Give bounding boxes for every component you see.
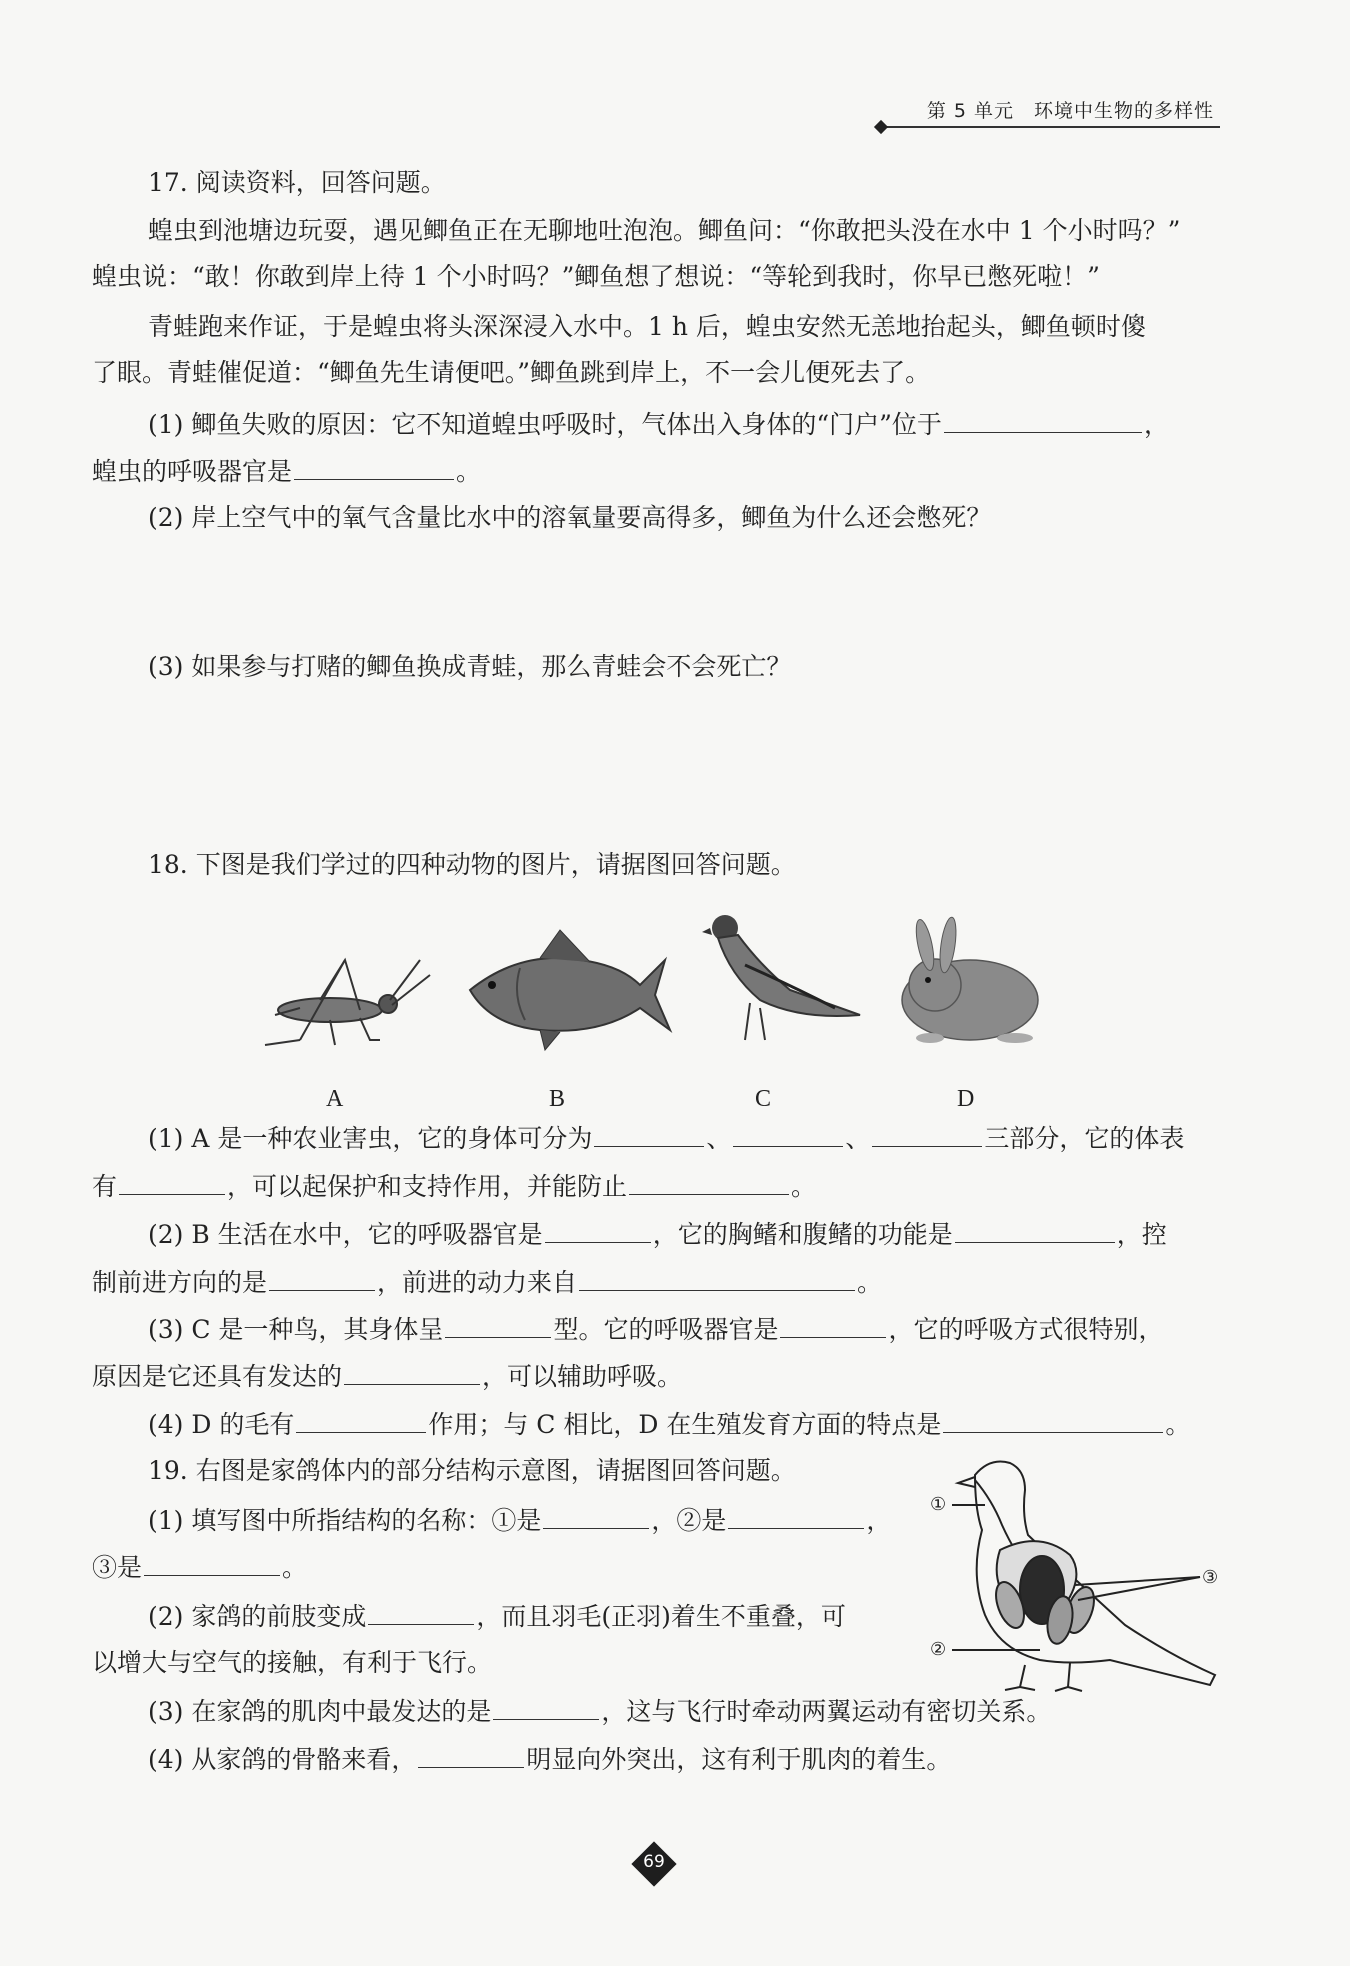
q18-sub2-text: 。 (857, 1268, 883, 1297)
marker-3: ③ (1202, 1567, 1219, 1588)
page-header (880, 96, 1220, 128)
answer-blank[interactable] (594, 1122, 704, 1147)
page-number-text: 69 (643, 1852, 665, 1872)
answer-blank[interactable] (119, 1170, 225, 1195)
q19-sub2-text: (2) 家鸽的前肢变成 (148, 1602, 367, 1631)
q19-sub3-text: ，这与飞行时牵动两翼运动有密切关系。 (601, 1697, 1052, 1726)
figure-label-a: A (326, 1086, 344, 1112)
q19-sub1-cont (92, 1551, 307, 1583)
answer-blank[interactable] (269, 1266, 375, 1291)
figure-label-d: D (957, 1086, 975, 1112)
q18-sub3-text: (3) C 是一种鸟，其身体呈 (148, 1315, 444, 1344)
answer-blank[interactable] (780, 1313, 886, 1338)
q19-sub1-text: ，②是 (651, 1506, 727, 1535)
answer-blank[interactable] (943, 1408, 1163, 1433)
q17-sub1-text: 蝗虫的呼吸器官是 (92, 457, 293, 486)
q18-sub2-text: 制前进方向的是 (92, 1268, 268, 1297)
marker-2: ② (930, 1639, 947, 1660)
q19-sub1-text: 。 (282, 1553, 308, 1582)
q18-sub1 (148, 1122, 1184, 1154)
q18-sub3-text: ，可以辅助呼吸。 (482, 1362, 683, 1391)
q18-sub1-text: 三部分，它的体表 (984, 1124, 1185, 1153)
q19-title: 19. 右图是家鸽体内的部分结构示意图，请据图回答问题。 (148, 1456, 796, 1485)
q19-sub1-text: ③是 (92, 1553, 143, 1582)
q18-sub2-text: (2) B 生活在水中，它的呼吸器官是 (148, 1220, 543, 1249)
answer-blank[interactable] (545, 1218, 651, 1243)
q19-sub3-text: (3) 在家鸽的肌肉中最发达的是 (148, 1697, 492, 1726)
answer-blank[interactable] (543, 1504, 649, 1529)
figure-label-c: C (755, 1086, 772, 1112)
q17-passage-line: 青蛙跑来作证，于是蝗虫将头深深浸入水中。1 h 后，蝗虫安然无恙地抬起头，鲫鱼顿时傻 (148, 312, 1146, 341)
answer-blank[interactable] (418, 1743, 524, 1768)
q18-sub3-cont (92, 1360, 682, 1392)
answer-blank[interactable] (733, 1122, 843, 1147)
q17-title: 17. 阅读资料，回答问题。 (148, 168, 446, 197)
q18-sub1-text: (1) A 是一种农业害虫，它的身体可分为 (148, 1124, 593, 1153)
q17-sub1-cont (92, 455, 481, 487)
q18-sub2 (148, 1218, 1167, 1250)
q17-passage-line: 蝗虫到池塘边玩耍，遇见鲫鱼正在无聊地吐泡泡。鲫鱼问：“你敢把头没在水中 1 个小时吗？” (148, 216, 1181, 245)
answer-blank[interactable] (294, 455, 454, 480)
answer-blank[interactable] (493, 1695, 599, 1720)
q18-sub1-text: 。 (791, 1172, 817, 1201)
grasshopper-illustration (265, 960, 430, 1045)
q17-passage-line: 蝗虫说：“敢！你敢到岸上待 1 个小时吗？”鲫鱼想了想说：“等轮到我时，你早已憋死啦！” (92, 262, 1100, 291)
q18-sub2-text: ，它的胸鳍和腹鳍的功能是 (652, 1220, 953, 1249)
fish-illustration (470, 930, 670, 1050)
q19-sub2-cont: 以增大与空气的接触，有利于飞行。 (92, 1648, 493, 1677)
q18-sub1-text: 、 (706, 1124, 732, 1153)
answer-blank[interactable] (368, 1600, 474, 1625)
q18-title: 18. 下图是我们学过的四种动物的图片，请据图回答问题。 (148, 850, 796, 879)
answer-blank[interactable] (944, 408, 1142, 433)
pigeon-illustration (702, 915, 860, 1040)
q17-sub1-text: 。 (456, 457, 482, 486)
q17-sub1-text: ， (1143, 410, 1169, 439)
q18-sub3-text: 原因是它还具有发达的 (92, 1362, 343, 1391)
q18-sub1-cont (92, 1170, 816, 1202)
answer-blank[interactable] (728, 1504, 864, 1529)
q17-sub2: (2) 岸上空气中的氧气含量比水中的溶氧量要高得多，鲫鱼为什么还会憋死？ (148, 503, 992, 532)
q19-sub1-text: ， (866, 1506, 892, 1535)
q18-sub4-text: (4) D 的毛有 (148, 1410, 295, 1439)
header-diamond-icon (874, 120, 888, 134)
figure-label-b: B (549, 1086, 566, 1112)
q18-sub4-text: 。 (1165, 1410, 1191, 1439)
q18-sub1-text: ，可以起保护和支持作用，并能防止 (227, 1172, 628, 1201)
q19-sub4-text: (4) 从家鸽的骨骼来看， (148, 1745, 417, 1774)
q18-sub1-text: 、 (845, 1124, 871, 1153)
q17-sub1-text: (1) 鲫鱼失败的原因：它不知道蝗虫呼吸时，气体出入身体的“门户”位于 (148, 410, 942, 439)
rabbit-illustration (902, 916, 1038, 1043)
q19-sub3 (148, 1695, 1051, 1727)
q18-sub2-cont (92, 1266, 882, 1298)
q18-sub4 (148, 1408, 1190, 1440)
q18-sub4-text: 作用；与 C 相比，D 在生殖发育方面的特点是 (428, 1410, 942, 1439)
q17-sub1 (148, 408, 1169, 440)
q18-sub1-text: 有 (92, 1172, 118, 1201)
answer-blank[interactable] (872, 1122, 982, 1147)
answer-blank[interactable] (955, 1218, 1115, 1243)
unit-title: 第 5 单元 环境中生物的多样性 (926, 100, 1214, 122)
q18-sub3-text: 型。它的呼吸器官是 (553, 1315, 779, 1344)
q19-sub2-text: ，而且羽毛(正羽)着生不重叠，可 (476, 1602, 846, 1631)
pigeon-anatomy-diagram (930, 1455, 1230, 1705)
q18-sub2-text: ，前进的动力来自 (377, 1268, 578, 1297)
q17-passage-line: 了眼。青蛙催促道：“鲫鱼先生请便吧。”鲫鱼跳到岸上，不一会儿便死去了。 (92, 358, 931, 387)
marker-1: ① (930, 1494, 947, 1515)
answer-blank[interactable] (445, 1313, 551, 1338)
q19-sub2 (148, 1600, 846, 1632)
q17-sub3: (3) 如果参与打赌的鲫鱼换成青蛙，那么青蛙会不会死亡？ (148, 652, 792, 681)
answer-blank[interactable] (144, 1551, 280, 1576)
answer-blank[interactable] (296, 1408, 426, 1433)
answer-blank[interactable] (629, 1170, 789, 1195)
q19-sub1-text: (1) 填写图中所指结构的名称：①是 (148, 1506, 542, 1535)
q19-sub1 (148, 1504, 891, 1536)
q18-sub2-text: ，控 (1116, 1220, 1167, 1249)
answer-blank[interactable] (344, 1360, 480, 1385)
q19-sub4 (148, 1743, 951, 1775)
q19-sub4-text: 明显向外突出，这有利于肌肉的着生。 (526, 1745, 952, 1774)
answer-blank[interactable] (579, 1266, 855, 1291)
q18-sub3 (148, 1313, 1163, 1345)
page-number (632, 1842, 676, 1886)
q18-sub3-text: ，它的呼吸方式很特别， (888, 1315, 1164, 1344)
